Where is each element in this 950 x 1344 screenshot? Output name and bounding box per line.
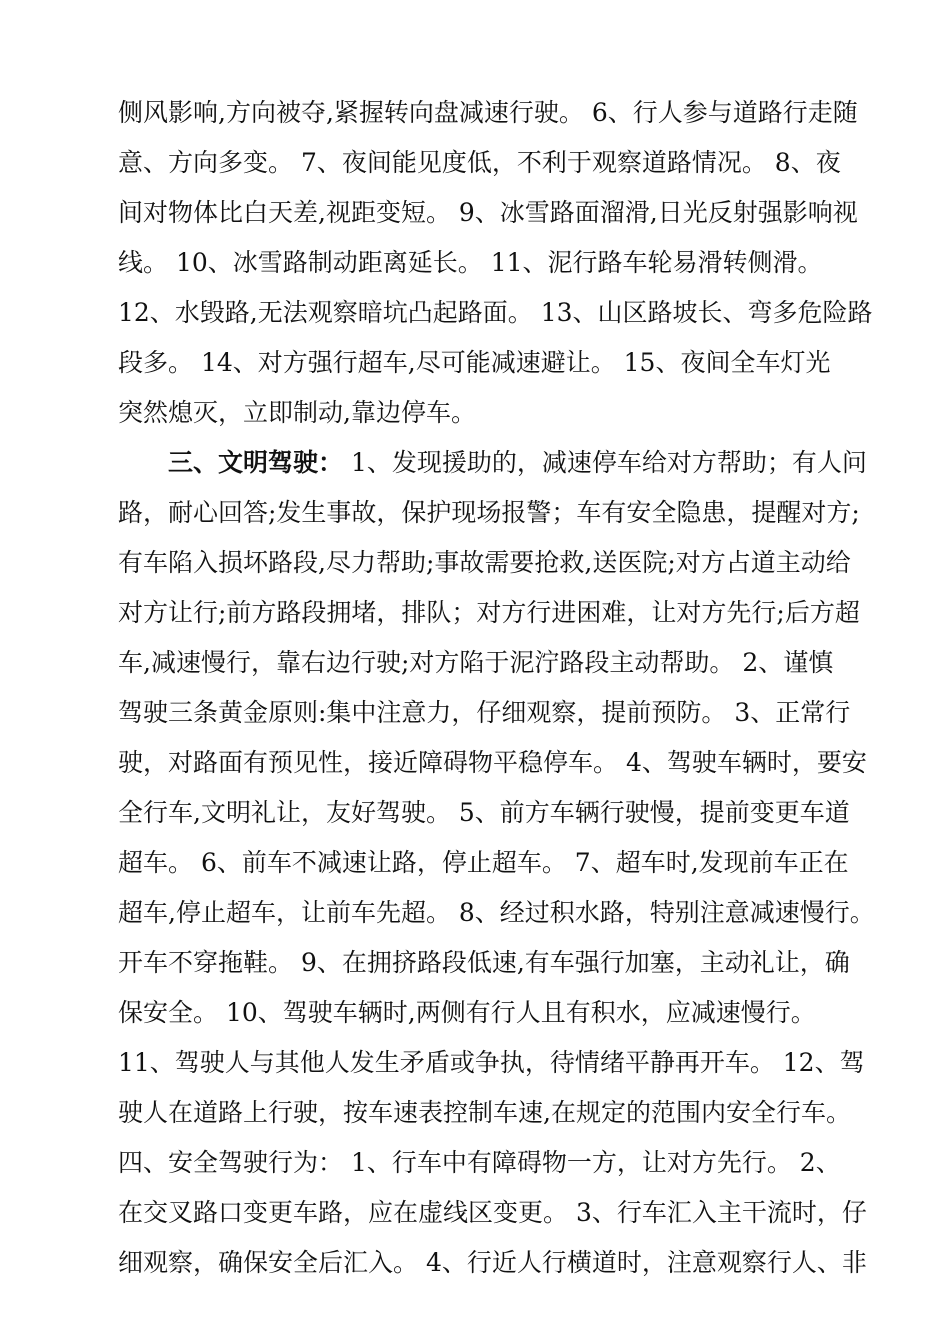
text-line: 突然熄灭，立即制动,靠边停车。 xyxy=(118,398,476,427)
text-line: 11、驾驶人与其他人发生矛盾或争执，待情绪平静再开车。 12、驾 xyxy=(118,1048,865,1077)
text-line: 全行车,文明礼让，友好驾驶。 5、前方车辆行驶慢，提前变更车道 xyxy=(118,798,850,827)
text-line: 对方让行;前方路段拥堵，排队；对方行进困难，让对方先行;后方超 xyxy=(118,598,860,627)
text-line: 线。 10、冰雪路制动距离延长。 11、泥行路车轮易滑转侧滑。 xyxy=(118,248,823,277)
text-line: 侧风影响,方向被夺,紧握转向盘减速行驶。 6、行人参与道路行走随 xyxy=(118,98,858,127)
section-3-first-line xyxy=(118,438,898,488)
text-line: 超车。 6、前车不减速让路，停止超车。 7、超车时,发现前车正在 xyxy=(118,848,849,877)
text-line: 在交叉路口变更车路，应在虚线区变更。 3、行车汇入主干流时，仔 xyxy=(118,1198,867,1227)
section-3-heading: 三、文明驾驶： xyxy=(168,448,344,477)
section-4-line: 四、安全驾驶行为： 1、行车中有障碍物一方，让对方先行。 2、 xyxy=(118,1148,841,1177)
text-line: 细观察，确保安全后汇入。 4、行近人行横道时，注意观察行人、非 xyxy=(118,1248,867,1277)
body-text xyxy=(118,88,898,1288)
text-line: 路，耐心回答;发生事故，保护现场报警；车有安全隐患，提醒对方; xyxy=(118,498,860,527)
text-line: 有车陷入损坏路段,尽力帮助;事故需要抢救,送医院;对方占道主动给 xyxy=(118,548,851,577)
text-line: 驶人在道路上行驶，按车速表控制车速,在规定的范围内安全行车。 xyxy=(118,1098,851,1127)
text-line: 驶，对路面有预见性，接近障碍物平稳停车。 4、驾驶车辆时，要安 xyxy=(118,748,867,777)
section-3-first-line-text: 1、发现援助的，减速停车给对方帮助；有人问 xyxy=(343,448,867,477)
text-line: 超车,停止超车，让前车先超。 8、经过积水路，特别注意减速慢行。 xyxy=(118,898,875,927)
text-line: 段多。 14、对方强行超车,尽可能减速避让。 15、夜间全车灯光 xyxy=(118,348,831,377)
text-line: 驾驶三条黄金原则:集中注意力，仔细观察，提前预防。 3、正常行 xyxy=(118,698,851,727)
text-line: 12、水毁路,无法观察暗坑凸起路面。 13、山区路坡长、弯多危险路 xyxy=(118,298,873,327)
text-line: 开车不穿拖鞋。 9、在拥挤路段低速,有车强行加塞，主动礼让，确 xyxy=(118,948,850,977)
text-line: 车,减速慢行，靠右边行驶;对方陷于泥泞路段主动帮助。 2、谨慎 xyxy=(118,648,834,677)
text-line: 意、方向多变。 7、夜间能见度低，不利于观察道路情况。 8、夜 xyxy=(118,148,841,177)
text-line: 间对物体比白天差,视距变短。 9、冰雪路面溜滑,日光反射强影响视 xyxy=(118,198,858,227)
text-line: 保安全。 10、驾驶车辆时,两侧有行人且有积水，应减速慢行。 xyxy=(118,998,816,1027)
